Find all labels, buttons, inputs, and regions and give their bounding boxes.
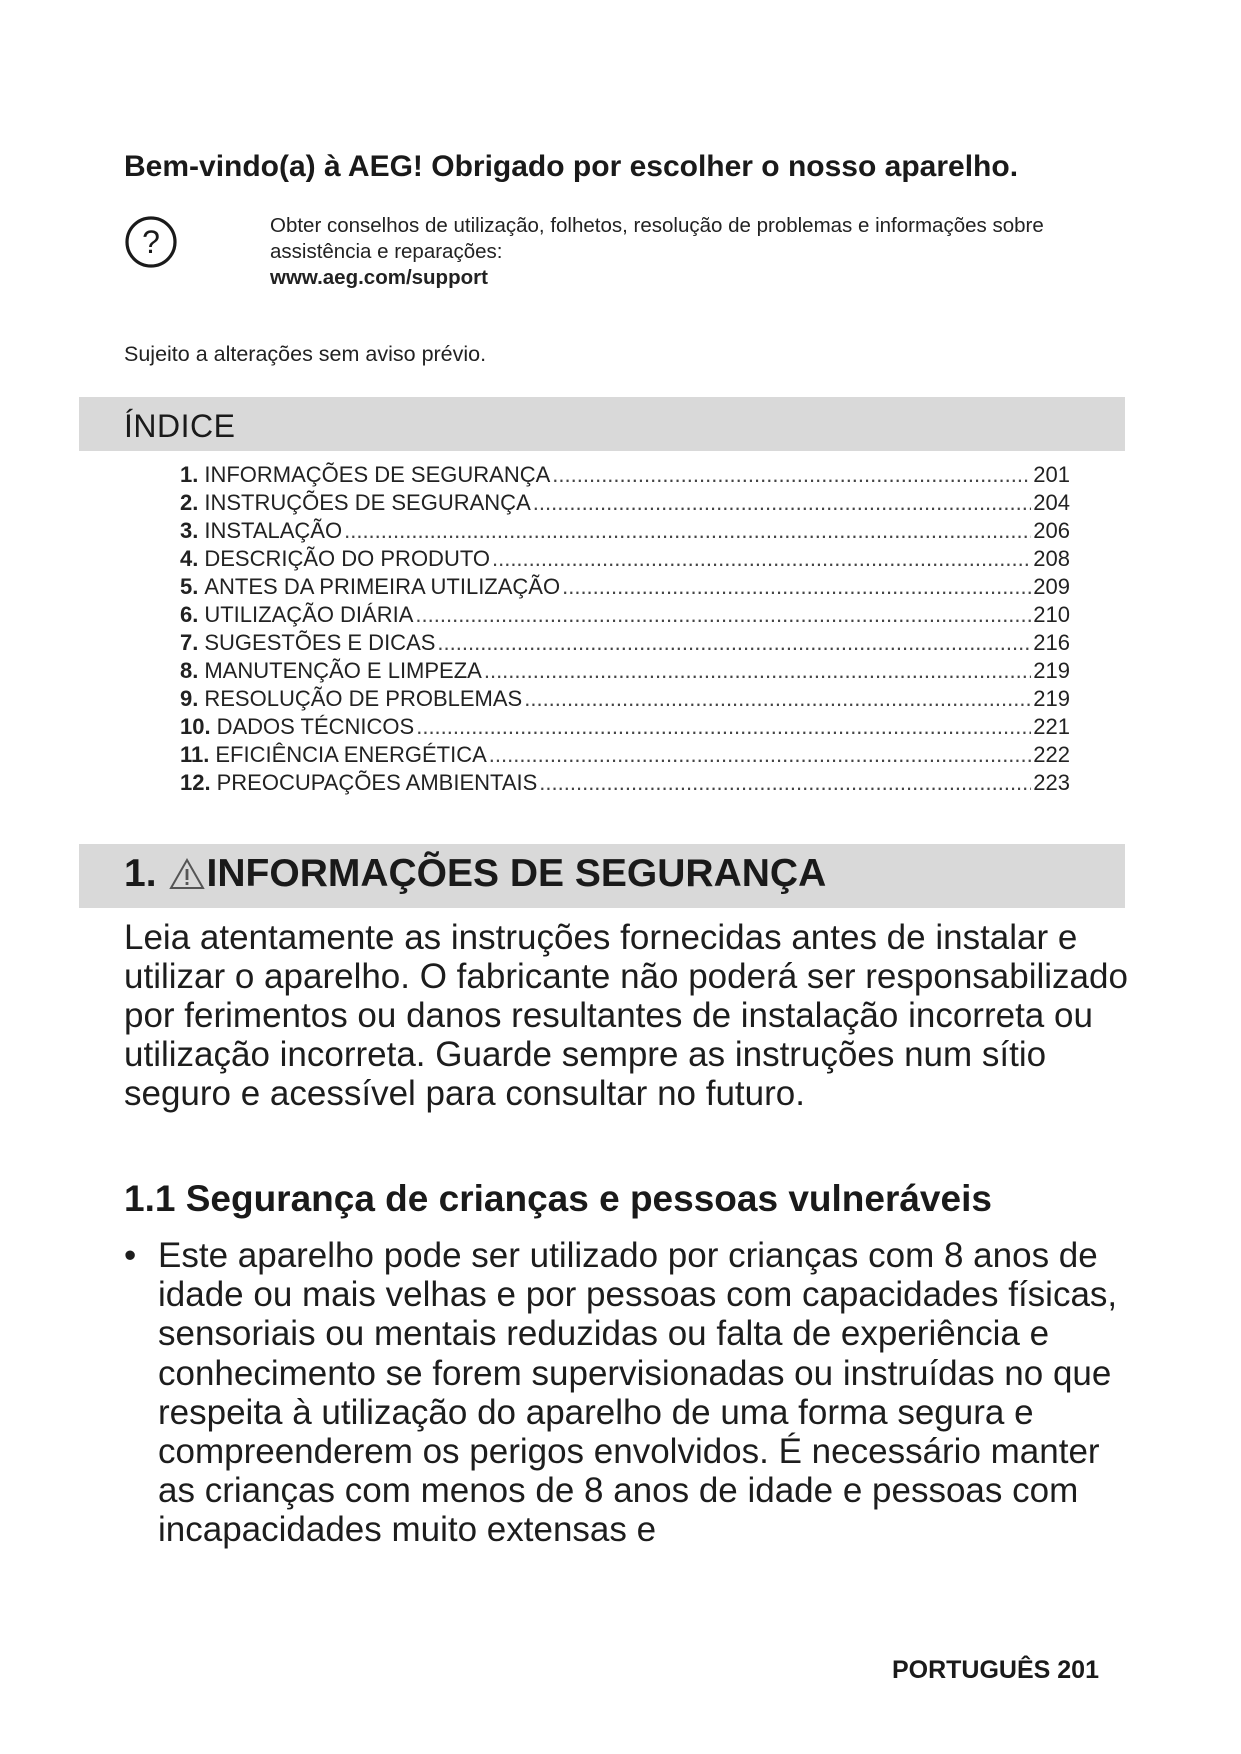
toc-item-label: EFICIÊNCIA ENERGÉTICA xyxy=(215,742,487,767)
section-number: 1. xyxy=(124,852,157,895)
toc-item[interactable] xyxy=(180,462,1070,490)
toc-title: ÍNDICE xyxy=(124,408,236,444)
toc-item-label: INSTRUÇÕES DE SEGURANÇA xyxy=(204,490,531,515)
toc-leader-dots xyxy=(415,602,1031,628)
toc-item-number: 5. xyxy=(180,574,199,599)
toc-item-number: 6. xyxy=(180,602,199,627)
toc-item[interactable] xyxy=(180,658,1070,686)
toc-item-number: 12. xyxy=(180,770,211,795)
toc-item-number: 7. xyxy=(180,630,199,655)
toc-item-number: 2. xyxy=(180,490,199,515)
toc-item[interactable] xyxy=(180,518,1070,546)
toc-item-number: 4. xyxy=(180,546,199,571)
toc-item[interactable] xyxy=(180,770,1070,798)
toc-item[interactable] xyxy=(180,490,1070,518)
toc-leader-dots xyxy=(489,742,1032,768)
toc-leader-dots xyxy=(539,770,1031,796)
toc-header-band xyxy=(79,397,1125,451)
toc-item-label: INSTALAÇÃO xyxy=(204,518,343,543)
toc-item-page: 222 xyxy=(1033,742,1070,767)
toc-item-number: 10. xyxy=(180,714,211,739)
toc-item-number: 9. xyxy=(180,686,199,711)
support-info xyxy=(270,213,1130,291)
toc-item-page: 204 xyxy=(1033,490,1070,515)
subsection-1-1-title: 1.1 Segurança de crianças e pessoas vulneráveis xyxy=(124,1178,992,1219)
toc-item-label: INFORMAÇÕES DE SEGURANÇA xyxy=(204,462,551,487)
support-url-link[interactable]: www.aeg.com/support xyxy=(270,266,488,289)
page-footer: PORTUGUÊS 201 xyxy=(891,1656,1099,1684)
toc-item-label: RESOLUÇÃO DE PROBLEMAS xyxy=(204,686,523,711)
toc-item-page: 208 xyxy=(1033,546,1070,571)
bullet-text: Este aparelho pode ser utilizado por crianças com 8 anos de idade ou mais velhas e por pessoas com capacidades físicas, sensoriais ou mentais reduzidas ou falta de experiência e conhecimento se forem supervisionadas ou instruídas no que respeita à utilização do aparelho de uma forma segura e compreenderem os perigos envolvidos. É necessário manter as crianças com menos de 8 anos de idade e pessoas com incapacidades muito extensas e xyxy=(158,1236,1118,1550)
question-circle-icon xyxy=(124,215,178,269)
bullet-marker: • xyxy=(124,1236,137,1275)
toc-leader-dots xyxy=(344,518,1031,544)
toc-item-number: 8. xyxy=(180,658,199,683)
disclaimer-text: Sujeito a alterações sem aviso prévio. xyxy=(124,342,487,366)
toc-item-label: UTILIZAÇÃO DIÁRIA xyxy=(204,602,414,627)
toc-item-label: DESCRIÇÃO DO PRODUTO xyxy=(204,546,490,571)
toc-item[interactable] xyxy=(180,686,1070,714)
toc-item-number: 3. xyxy=(180,518,199,543)
support-text: Obter conselhos de utilização, folhetos, resolução de problemas e informações sobre assistência e reparações: xyxy=(270,214,1044,263)
toc-item-label: DADOS TÉCNICOS xyxy=(216,714,415,739)
toc-leader-dots xyxy=(552,462,1031,488)
list-item xyxy=(124,1236,1134,1550)
table-of-contents xyxy=(180,462,1070,798)
svg-text:?: ? xyxy=(142,224,160,260)
toc-item[interactable] xyxy=(180,630,1070,658)
toc-item[interactable] xyxy=(180,602,1070,630)
toc-item-label: MANUTENÇÃO E LIMPEZA xyxy=(204,658,482,683)
toc-item[interactable] xyxy=(180,574,1070,602)
toc-item-page: 221 xyxy=(1033,714,1070,739)
toc-leader-dots xyxy=(492,546,1031,572)
toc-item-label: PREOCUPAÇÕES AMBIENTAIS xyxy=(216,770,538,795)
welcome-heading: Bem-vindo(a) à AEG! Obrigado por escolher o nosso aparelho. xyxy=(124,150,1019,183)
toc-item-page: 201 xyxy=(1033,462,1070,487)
toc-item-label: ANTES DA PRIMEIRA UTILIZAÇÃO xyxy=(204,574,561,599)
toc-leader-dots xyxy=(533,490,1032,516)
toc-item-number: 11. xyxy=(180,742,210,767)
toc-item-page: 223 xyxy=(1033,770,1070,795)
toc-item-page: 219 xyxy=(1033,658,1070,683)
toc-item-page: 210 xyxy=(1033,602,1070,627)
toc-item[interactable] xyxy=(180,546,1070,574)
toc-item-page: 206 xyxy=(1033,518,1070,543)
section-1-title xyxy=(124,852,826,896)
toc-item[interactable] xyxy=(180,714,1070,742)
toc-item-page: 216 xyxy=(1033,630,1070,655)
toc-leader-dots xyxy=(416,714,1031,740)
toc-item[interactable] xyxy=(180,742,1070,770)
section-title-text: INFORMAÇÕES DE SEGURANÇA xyxy=(206,852,827,895)
toc-item-label: SUGESTÕES E DICAS xyxy=(204,630,436,655)
section-1-intro: Leia atentamente as instruções fornecidas antes de instalar e utilizar o aparelho. O fabricante não poderá ser responsabilizado por ferimentos ou danos resultantes de instalação incorreta ou utilização incorreta. Guarde sempre as instruções num sítio seguro e acessível para consultar no futuro. xyxy=(124,918,1128,1113)
toc-leader-dots xyxy=(437,630,1031,656)
toc-leader-dots xyxy=(524,686,1031,712)
toc-leader-dots xyxy=(484,658,1031,684)
toc-item-page: 219 xyxy=(1033,686,1070,711)
toc-item-number: 1. xyxy=(180,462,199,487)
toc-item-page: 209 xyxy=(1033,574,1070,599)
toc-leader-dots xyxy=(562,574,1031,600)
warning-triangle-icon xyxy=(169,857,205,891)
